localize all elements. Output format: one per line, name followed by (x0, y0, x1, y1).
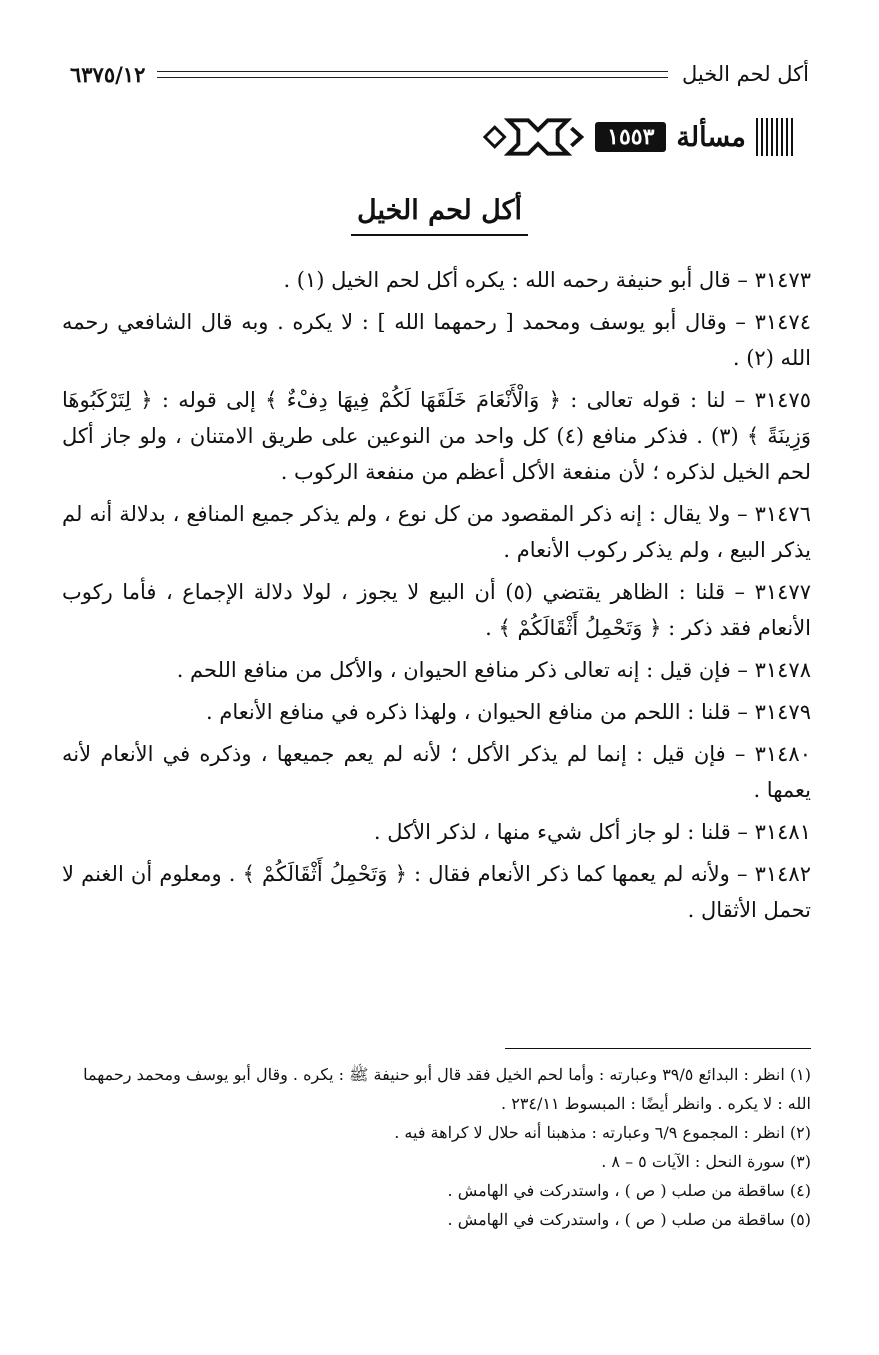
issue-number: ١٥٥٣ (595, 122, 666, 152)
paragraph-31482: ٣١٤٨٢ – ولأنه لم يعمها كما ذكر الأنعام فقال : ﴿ وَتَحْمِلُ أَثْقَالَكُمْ ﴾ . ومعلوم أن الغنم لا تحمل الأثقال . (62, 862, 811, 922)
issue-banner (479, 112, 809, 162)
paragraph-31477: ٣١٤٧٧ – قلنا : الظاهر يقتضي (٥) أن البيع لا يجوز ، لولا دلالة الإجماع ، فأما ركوب الأنعام فقد ذكر : ﴿ وَتَحْمِلُ أَثْقَالَكُمْ ﴾ . (62, 580, 811, 640)
paragraph-31473: ٣١٤٧٣ – قال أبو حنيفة رحمه الله : يكره أكل لحم الخيل (١) . (283, 268, 811, 292)
footnote-3: (٣) سورة النحل : الآيات ٥ – ٨ . (601, 1152, 811, 1171)
issue-label: مسألة (676, 121, 746, 153)
running-title: أكل لحم الخيل (681, 62, 809, 86)
footnote-5: (٥) ساقطة من صلب ( ص ) ، واستدركت في الهامش . (447, 1210, 811, 1229)
page-reference: ٦٣٧٥/١٢ (70, 61, 146, 87)
header-rule (157, 71, 668, 78)
paragraph-31481: ٣١٤٨١ – قلنا : لو جاز أكل شيء منها ، لذكر الأكل . (373, 820, 811, 844)
footnote-4: (٤) ساقطة من صلب ( ص ) ، واستدركت في الهامش . (447, 1181, 811, 1200)
paragraph-31474: ٣١٤٧٤ – وقال أبو يوسف ومحمد [ رحمهما الله ] : لا يكره . وبه قال الشافعي رحمه الله (٢) . (62, 310, 811, 370)
paragraph-31480: ٣١٤٨٠ – فإن قيل : إنما لم يذكر الأكل ؛ لأنه لم يعم جميعها ، وذكره في الأنعام لأنه يعمها . (62, 742, 811, 802)
paragraph-31475: ٣١٤٧٥ – لنا : قوله تعالى : ﴿ وَالْأَنْعَامَ خَلَقَهَا لَكُمْ فِيهَا دِفْءٌ ﴾ إلى قوله : ﴿ لِتَرْكَبُوهَا وَزِينَةً ﴾ (٣) . فذكر منافع (٤) كل واحد من النوعين على طريق الامتنان ، ولو جاز أكل لحم الخيل لذكره ؛ لأن منفعة الأكل أعظم من منفعة الركوب . (62, 388, 811, 484)
paragraph-31476: ٣١٤٧٦ – ولا يقال : إنه ذكر المقصود من كل نوع ، ولم يذكر جميع المنافع ، بدلالة أنه لم يذكر البيع ، ولم يذكر ركوب الأنعام . (62, 502, 811, 562)
geometric-ornament-icon (479, 114, 587, 160)
running-header (70, 58, 809, 90)
chapter-title: أكل لحم الخيل (351, 195, 528, 236)
paragraph-31479: ٣١٤٧٩ – قلنا : اللحم من منافع الحيوان ، ولهذا ذكره في منافع الأنعام . (206, 700, 811, 724)
footnote-rule (505, 1048, 811, 1049)
footnote-2: (٢) انظر : المجموع ٦/٩ وعبارته : مذهبنا أنه حلال لا كراهة فيه . (394, 1123, 811, 1142)
paragraph-31478: ٣١٤٧٨ – فإن قيل : إنه تعالى ذكر منافع الحيوان ، والأكل من منافع اللحم . (176, 658, 811, 682)
bars-ornament-icon (756, 118, 809, 156)
footnote-1: (١) انظر : البدائع ٣٩/٥ وعبارته : وأما لحم الخيل فقد قال أبو حنيفة ﷺ : يكره . وقال أبو يوسف ومحمد رحمهما الله : لا يكره . وانظر أيضًا : المبسوط ٢٣٤/١١ . (83, 1065, 811, 1113)
footnotes (62, 1060, 811, 1234)
main-text (62, 262, 811, 934)
